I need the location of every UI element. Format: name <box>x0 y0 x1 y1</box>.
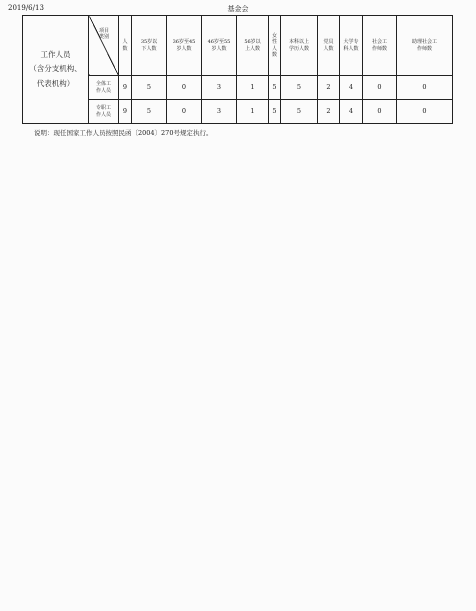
corner-label: 项目 类别 <box>98 28 109 41</box>
table-cell: 2 <box>318 76 340 100</box>
table-cell: 5 <box>132 76 167 100</box>
row-label: 专职工 作人员 <box>89 100 119 124</box>
table-cell: 0 <box>167 100 202 124</box>
table-cell: 0 <box>167 76 202 100</box>
table-cell: 0 <box>363 76 397 100</box>
table-cell: 0 <box>397 100 453 124</box>
page-header-title: 基金会 <box>227 5 249 13</box>
column-header: 35岁以 下人数 <box>132 16 167 76</box>
table-cell: 3 <box>202 76 237 100</box>
table-header-row <box>23 16 453 76</box>
column-header: 女 性 人 数 <box>269 16 281 76</box>
column-header: 56岁以 上人数 <box>237 16 269 76</box>
staff-table <box>22 15 453 124</box>
column-header: 46岁至55 岁人数 <box>202 16 237 76</box>
table-cell: 9 <box>119 100 132 124</box>
row-group-label: 工作人员 （含分支机构、 代表机构） <box>23 16 89 124</box>
table-cell: 5 <box>269 100 281 124</box>
table-cell: 4 <box>340 100 363 124</box>
table-cell: 5 <box>281 76 318 100</box>
column-header: 社会工 作师数 <box>363 16 397 76</box>
print-date: 2019/6/13 <box>8 4 44 12</box>
table-cell: 4 <box>340 76 363 100</box>
table-cell: 1 <box>237 76 269 100</box>
footnote: 说明：现任国家工作人员按照民函〔2004〕270号规定执行。 <box>34 129 213 137</box>
column-header: 助理社会工 作师数 <box>397 16 453 76</box>
table-cell: 5 <box>269 76 281 100</box>
table-cell: 1 <box>237 100 269 124</box>
table-cell: 0 <box>363 100 397 124</box>
row-label: 全体工 作人员 <box>89 76 119 100</box>
table-cell: 5 <box>281 100 318 124</box>
table-cell: 0 <box>397 76 453 100</box>
column-header: 36岁至45 岁人数 <box>167 16 202 76</box>
table-cell: 5 <box>132 100 167 124</box>
column-header: 大学专 科人数 <box>340 16 363 76</box>
table-cell: 3 <box>202 100 237 124</box>
table-cell: 2 <box>318 100 340 124</box>
corner-cell <box>89 16 119 76</box>
column-header: 党员 人数 <box>318 16 340 76</box>
column-header: 本科以上 学历人数 <box>281 16 318 76</box>
table-cell: 9 <box>119 76 132 100</box>
column-header: 人 数 <box>119 16 132 76</box>
